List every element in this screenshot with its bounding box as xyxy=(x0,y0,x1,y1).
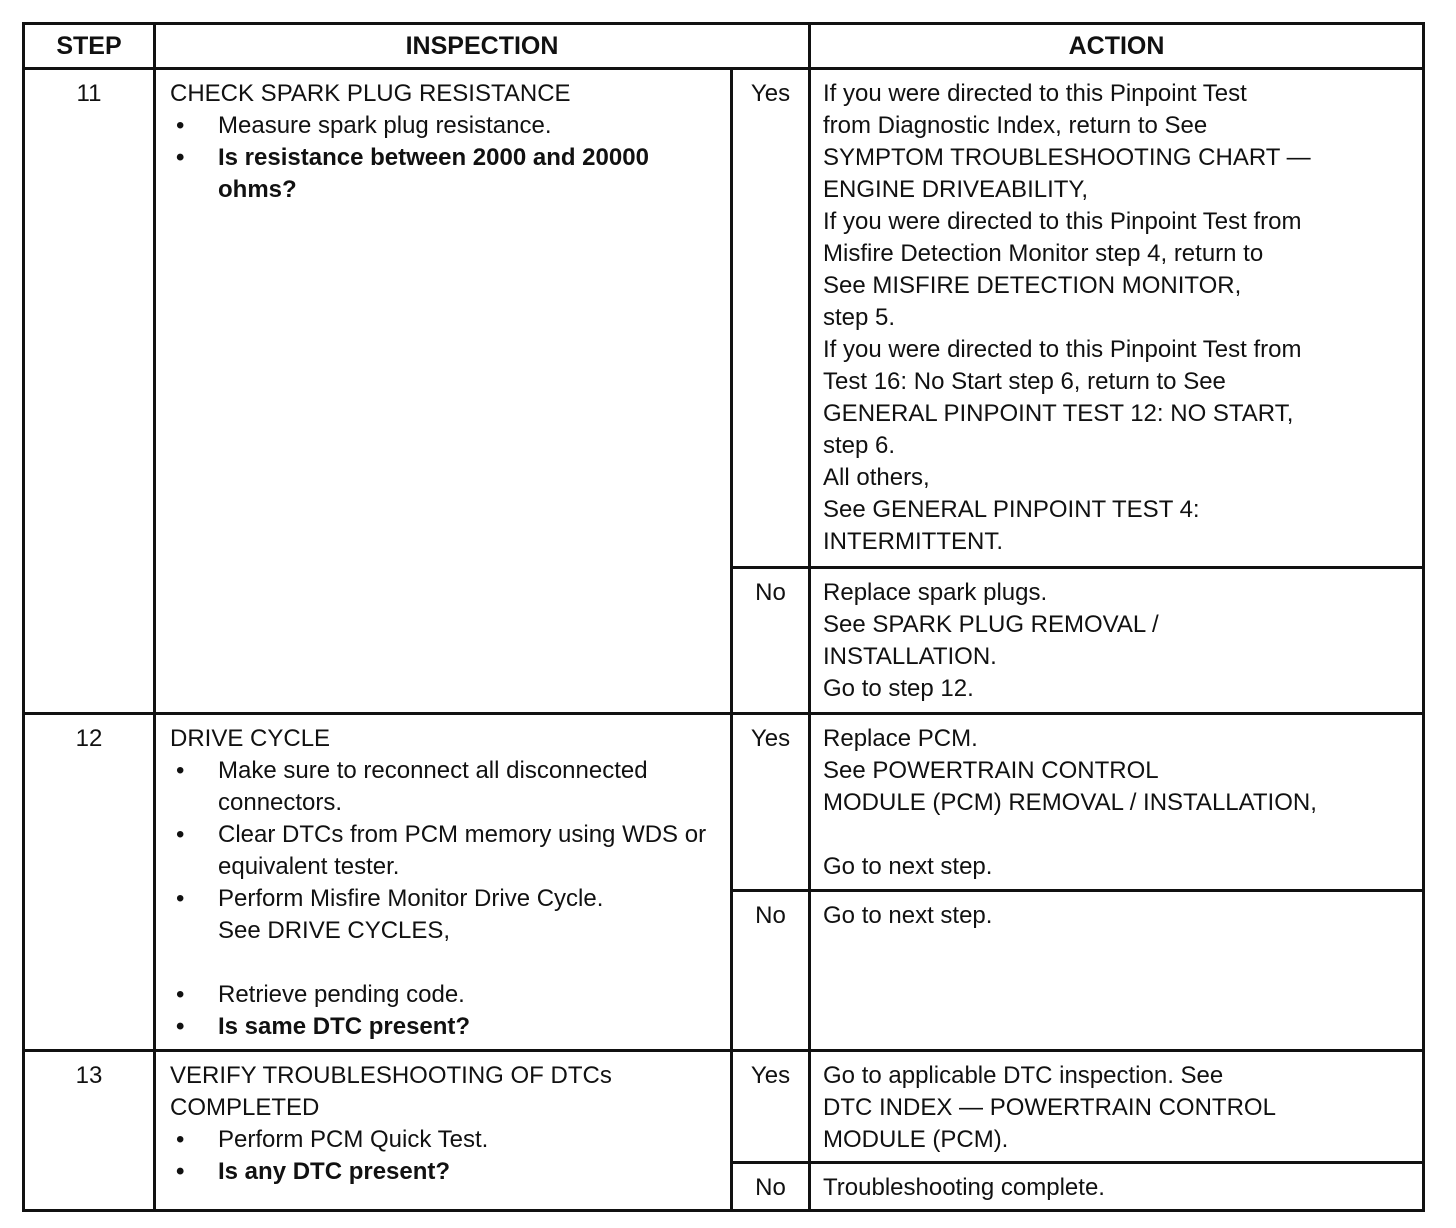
action-line: step 6. xyxy=(823,432,896,460)
action-line: All others, xyxy=(823,464,930,492)
bullet-item: • Make sure to reconnect all disconnected connectors. xyxy=(170,755,720,819)
yes-action xyxy=(810,1050,1424,1162)
bullet-question: • Is same DTC present? xyxy=(170,1011,720,1043)
action-line: Troubleshooting complete. xyxy=(823,1173,1105,1201)
step-number: 12 xyxy=(24,713,155,1050)
action-line: GENERAL PINPOINT TEST 12: NO START, xyxy=(823,400,1294,428)
step-header: STEP xyxy=(24,24,155,69)
step-11-yes-row xyxy=(24,69,1424,568)
no-label: No xyxy=(732,890,810,1050)
inspection-bullets xyxy=(170,110,720,206)
step-13-yes-row xyxy=(24,1050,1424,1162)
step-inspection xyxy=(155,1050,732,1210)
no-label: No xyxy=(732,1162,810,1210)
action-line: If you were directed to this Pinpoint Test from xyxy=(823,208,1302,236)
no-action xyxy=(810,1162,1424,1210)
action-line: MODULE (PCM) REMOVAL / INSTALLATION, xyxy=(823,788,1317,816)
bullet-text: • Perform Misfire Monitor Drive Cycle. xyxy=(218,884,604,912)
action-line: SYMPTOM TROUBLESHOOTING CHART — xyxy=(823,144,1311,172)
action-line: Replace PCM. xyxy=(823,724,978,752)
yes-label: Yes xyxy=(732,1050,810,1162)
step-inspection xyxy=(155,713,732,1050)
yes-label: Yes xyxy=(732,713,810,890)
bullet-item: • Retrieve pending code. xyxy=(170,979,720,1011)
action-line: INSTALLATION. xyxy=(823,643,997,671)
action-line: See SPARK PLUG REMOVAL / xyxy=(823,611,1159,639)
action-line: Go to step 12. xyxy=(823,675,974,703)
action-line: ENGINE DRIVEABILITY, xyxy=(823,176,1088,204)
action-line: See GENERAL PINPOINT TEST 4: xyxy=(823,496,1200,524)
action-line: INTERMITTENT. xyxy=(823,528,1004,556)
step-inspection xyxy=(155,69,732,714)
step-number: 11 xyxy=(24,69,155,714)
action-line: Replace spark plugs. xyxy=(823,579,1048,607)
action-line: Go to next step. xyxy=(823,901,993,929)
action-line: DTC INDEX — POWERTRAIN CONTROL xyxy=(823,1093,1276,1121)
inspection-bullets xyxy=(170,755,720,1043)
action-line: MODULE (PCM). xyxy=(823,1125,1009,1153)
bullet-item: • Measure spark plug resistance. xyxy=(170,110,720,142)
bullet-question: • Is any DTC present? xyxy=(170,1156,720,1188)
no-action xyxy=(810,568,1424,713)
action-line: from Diagnostic Index, return to See xyxy=(823,112,1208,140)
yes-label: Yes xyxy=(732,69,810,568)
inspection-title: DRIVE CYCLE xyxy=(170,724,331,752)
inspection-title: CHECK SPARK PLUG RESISTANCE xyxy=(170,80,571,108)
inspection-header: INSPECTION xyxy=(155,24,810,69)
bullet-item: • Perform PCM Quick Test. xyxy=(170,1124,720,1156)
step-number: 13 xyxy=(24,1050,155,1210)
bullet-text: See DRIVE CYCLES, xyxy=(218,916,451,944)
yes-action xyxy=(810,713,1424,890)
action-line: If you were directed to this Pinpoint Test from xyxy=(823,336,1302,364)
diagnostic-table xyxy=(22,22,1425,1212)
step-12-yes-row xyxy=(24,713,1424,890)
action-line: See MISFIRE DETECTION MONITOR, xyxy=(823,272,1242,300)
action-line: Go to applicable DTC inspection. See xyxy=(823,1061,1224,1089)
bullet-item: • Clear DTCs from PCM memory using WDS or equivalent tester. xyxy=(170,819,720,883)
action-line: If you were directed to this Pinpoint Test xyxy=(823,80,1247,108)
no-label: No xyxy=(732,568,810,713)
action-line: Test 16: No Start step 6, return to See xyxy=(823,368,1226,396)
action-line: Go to next step. xyxy=(823,852,993,880)
action-line: See POWERTRAIN CONTROL xyxy=(823,756,1159,784)
bullet-item xyxy=(170,883,720,979)
no-action xyxy=(810,890,1424,1050)
bullet-question: • Is resistance between 2000 and 20000 ohms? xyxy=(170,142,720,206)
inspection-bullets xyxy=(170,1124,720,1188)
header-row xyxy=(24,24,1424,69)
action-header: ACTION xyxy=(810,24,1424,69)
action-line: step 5. xyxy=(823,304,896,332)
action-line: Misfire Detection Monitor step 4, return to xyxy=(823,240,1264,268)
inspection-title: VERIFY TROUBLESHOOTING OF DTCs COMPLETED xyxy=(170,1061,612,1121)
yes-action xyxy=(810,69,1424,568)
